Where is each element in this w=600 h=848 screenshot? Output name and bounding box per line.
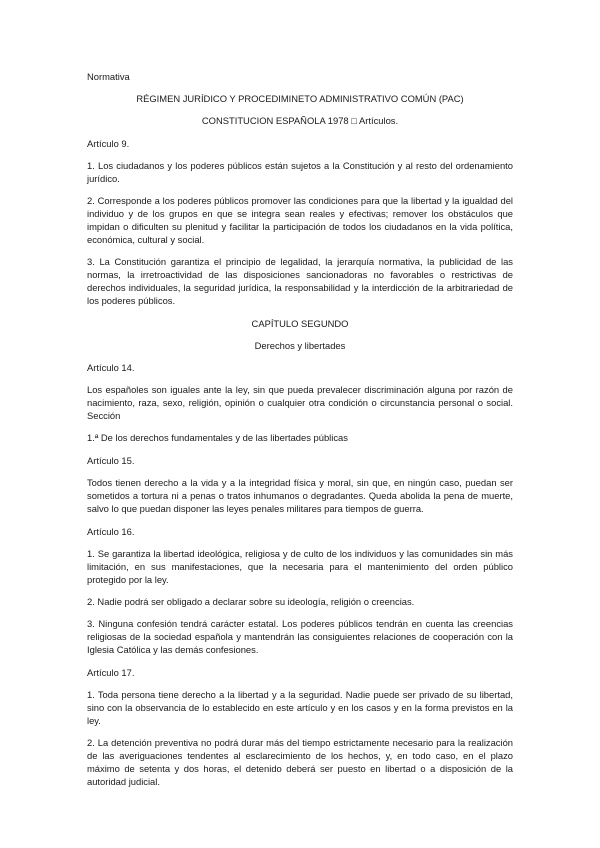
article-17-paragraph-2: 2. La detención preventiva no podrá durar más del tiempo estrictamente necesario para la realización de las averiguaciones tendentes al esclarecimiento de los hechos, y, en todo caso, en el plazo máximo de setenta y dos horas, el detenido deberá ser puesto en libertad o a disposición de la autoridad judicial. [87,737,513,787]
chapter-subtitle: Derechos y libertades [254,340,346,351]
article-9-heading: Artículo 9. [87,138,130,149]
article-14-paragraph-1: Los españoles son iguales ante la ley, sin que pueda prevalecer discriminación alguna por razón de nacimiento, raza, sexo, religión, opinión o cualquier otra condición o circunstancia personal o social. Sección [87,384,513,421]
article-16-paragraph-1: 1. Se garantiza la libertad ideológica, religiosa y de culto de los individuos y las comunidades sin más limitación, en sus manifestaciones, que la necesaria para el mantenimiento del orden público protegido por la ley. [87,548,513,585]
article-15-paragraph-1: Todos tienen derecho a la vida y a la integridad física y moral, sin que, en ningún caso, puedan ser sometidos a tortura ni a penas o tratos inhumanos o degradantes. Queda abolida la pena de muerte, salvo lo que puedan disponer las leyes penales militares para tiempos de guerra. [87,477,513,514]
document-page [87,70,513,788]
article-9-paragraph-3: 3. La Constitución garantiza el principio de legalidad, la jerarquía normativa, la publicidad de las normas, la irretroactividad de las disposiciones sancionadoras no favorables o restrictivas de derechos individuales, la seguridad jurídica, la responsabilidad y la interdicción de la arbitrariedad de los poderes públicos. [87,256,513,306]
article-16-heading: Artículo 16. [87,526,135,537]
article-16-paragraph-2: 2. Nadie podrá ser obligado a declarar sobre su ideología, religión o creencias. [87,596,415,607]
article-14-section: 1.ª De los derechos fundamentales y de las libertades públicas [87,432,348,443]
article-17-paragraph-1: 1. Toda persona tiene derecho a la libertad y a la seguridad. Nadie puede ser privado de su libertad, sino con la observancia de lo establecido en este artículo y en los casos y en la forma previstos en la ley. [87,689,513,726]
article-16-paragraph-3: 3. Ninguna confesión tendrá carácter estatal. Los poderes públicos tendrán en cuenta las creencias religiosas de la sociedad española y mantendrán las consiguientes relaciones de cooperación con la Iglesia Católica y las demás confesiones. [87,618,513,655]
article-17-heading: Artículo 17. [87,667,135,678]
doc-label: Normativa [87,71,130,82]
doc-subtitle: CONSTITUCION ESPAÑOLA 1978 □ Artículos. [201,115,399,126]
article-9-paragraph-1: 1. Los ciudadanos y los poderes públicos están sujetos a la Constitución y al resto del ordenamiento jurídico. [87,160,513,184]
doc-title: RÉGIMEN JURÍDICO Y PROCEDIMINETO ADMINISTRATIVO COMÚN (PAC) [136,93,464,104]
article-14-heading: Artículo 14. [87,362,135,373]
article-9-paragraph-2: 2. Corresponde a los poderes públicos promover las condiciones para que la libertad y la igualdad del individuo y de los grupos en que se integra sean reales y efectivas; remover los obstáculos que impidan o dificulten su plenitud y facilitar la participación de todos los ciudadanos en la vida política, económica, cultural y social. [87,195,513,245]
chapter-title: CAPÍTULO SEGUNDO [251,318,349,329]
article-15-heading: Artículo 15. [87,455,135,466]
